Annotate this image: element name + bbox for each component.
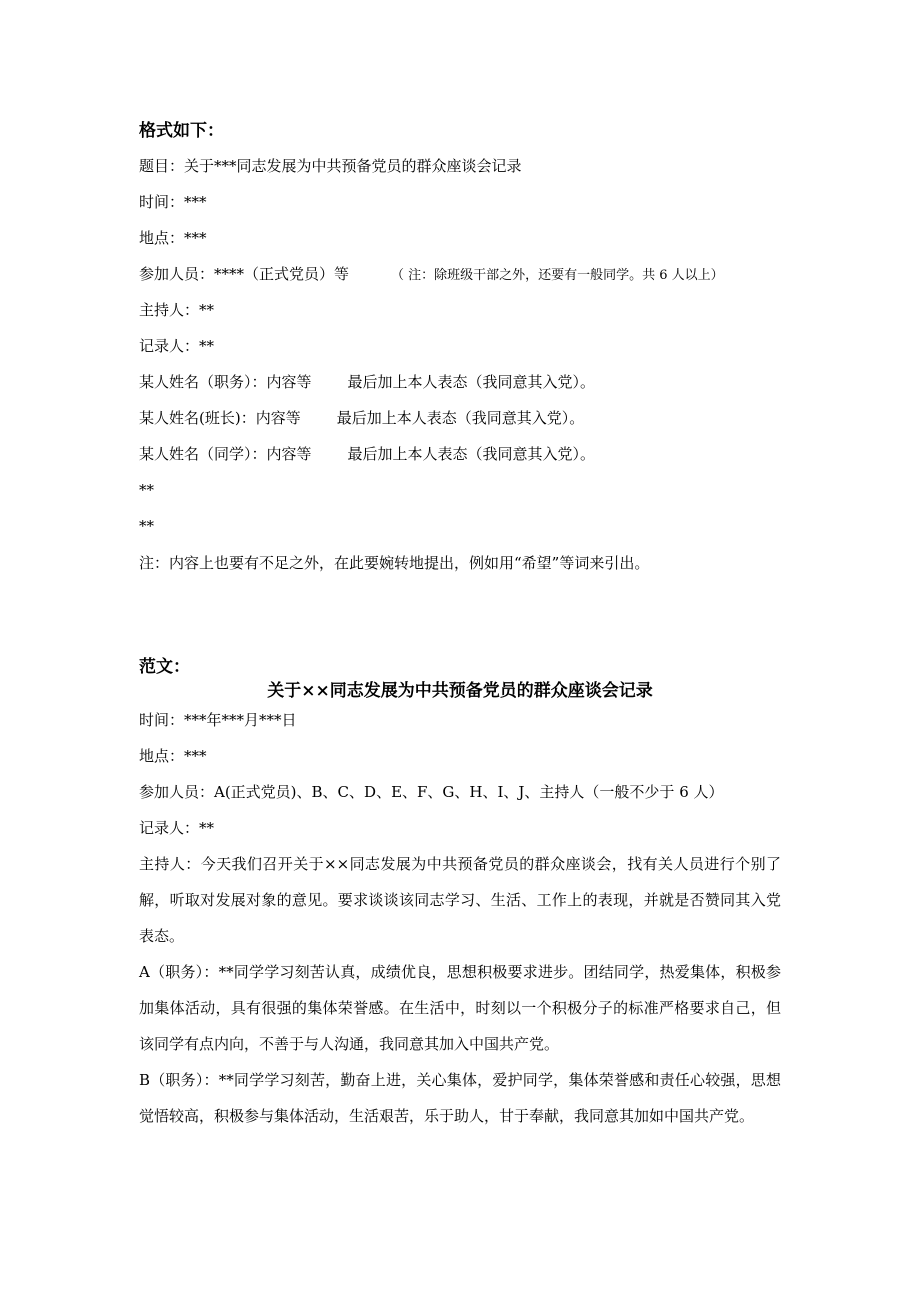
format-entry-tail: 最后加上本人表态（我同意其入党）。: [347, 445, 596, 463]
format-participants-note: （ 注：除班级干部之外，还要有一般同学。共 6 人以上）: [391, 268, 724, 283]
format-place-line: 地点：***: [139, 229, 207, 247]
sample-place-line: 地点：***: [139, 747, 207, 765]
format-participants-line: 参加人员：****（正式党员）等: [139, 265, 350, 283]
sample-host-paragraph: 主持人：今天我们召开关于××同志发展为中共预备党员的群众座谈会，找有关人员进行个别了解，听取对发展对象的意见。要求谈谈该同志学习、生活、工作上的表现，并就是否赞同其入党表态。: [139, 855, 781, 945]
format-ellipsis: **: [139, 517, 154, 535]
format-ellipsis: **: [139, 481, 154, 499]
format-entry-tail: 最后加上本人表态（我同意其入党）。: [336, 409, 585, 427]
sample-b-paragraph: B（职务）：**同学学习刻苦，勤奋上进，关心集体，爱护同学，集体荣誉感和责任心较强，思想觉悟较高，积极参与集体活动，生活艰苦，乐于助人，甘于奉献，我同意其加如中国共产党。: [139, 1071, 781, 1125]
format-entry-row: [139, 408, 584, 428]
format-entry-tail: 最后加上本人表态（我同意其入党）。: [347, 373, 596, 391]
sample-title: 关于××同志发展为中共预备党员的群众座谈会记录: [267, 681, 653, 701]
sample-a-paragraph: A（职务）：**同学学习刻苦认真，成绩优良，思想积极要求进步。团结同学，热爱集体，积极参加集体活动，具有很强的集体荣誉感。在生活中，时刻以一个积极分子的标准严格要求自己，但该同学有点内向，不善于与人沟通，我同意其加入中国共产党。: [139, 963, 781, 1053]
format-participants-row: [139, 264, 724, 286]
format-entry-row: [139, 372, 595, 392]
format-title-line: 题目：关于***同志发展为中共预备党员的群众座谈会记录: [139, 157, 522, 175]
format-entry-lead: 某人姓名（同学）：内容等: [139, 445, 312, 463]
sample-recorder-line: 记录人：**: [139, 819, 215, 837]
format-entry-row: [139, 444, 595, 464]
format-entry-lead: 某人姓名(班长)：内容等: [139, 409, 301, 427]
format-recorder-line: 记录人：**: [139, 337, 215, 355]
format-time-line: 时间：***: [139, 193, 207, 211]
format-note-line: 注：内容上也要有不足之外，在此要婉转地提出，例如用“希望”等词来引出。: [139, 554, 650, 572]
format-heading: 格式如下：: [139, 121, 224, 141]
format-host-line: 主持人：**: [139, 301, 215, 319]
sample-heading: 范文：: [139, 657, 190, 677]
sample-participants-line: 参加人员：A(正式党员)、B、C、D、E、F、G、H、I、J、主持人（一般不少于 6 人）: [139, 783, 724, 801]
format-entry-lead: 某人姓名（职务）：内容等: [139, 373, 312, 391]
sample-time-line: 时间：***年***月***日: [139, 711, 297, 729]
